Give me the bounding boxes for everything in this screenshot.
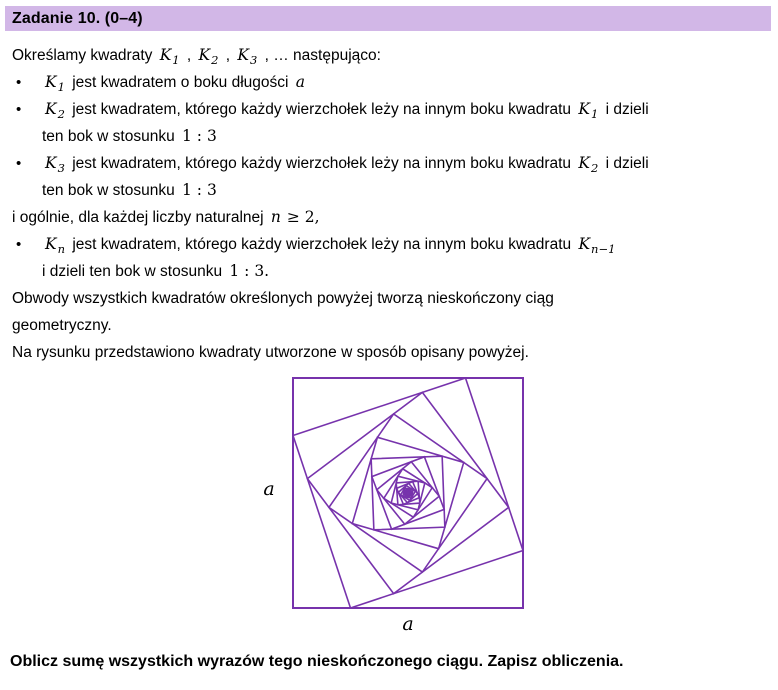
math-segment: 2 bbox=[211, 53, 219, 67]
square-k6 bbox=[371, 456, 445, 530]
math-segment: K bbox=[45, 235, 57, 253]
problem-text bbox=[12, 42, 772, 366]
text-segment: jest kwadratem, którego każdy wierzchołek leży na innym boku kwadratu bbox=[67, 155, 576, 172]
text-segment: jest kwadratem, którego każdy wierzchołek leży na innym boku kwadratu bbox=[67, 101, 576, 118]
text-line-0 bbox=[12, 42, 772, 69]
text-segment: jest kwadratem o boku długości bbox=[67, 74, 293, 91]
math-segment: n−1 bbox=[591, 242, 616, 256]
text-segment: i dzieli bbox=[601, 101, 649, 118]
math-segment: K bbox=[45, 100, 57, 118]
text-segment: Określamy kwadraty bbox=[12, 47, 157, 64]
text-line-7 bbox=[12, 231, 772, 258]
math-segment: 1 bbox=[57, 80, 65, 94]
square-k5 bbox=[352, 437, 463, 548]
text-line-1 bbox=[12, 69, 772, 96]
square-k1 bbox=[293, 378, 523, 608]
math-segment: ≥ 2, bbox=[286, 208, 320, 226]
figure-label-bottom-a: a bbox=[402, 613, 414, 635]
bullet-icon: • bbox=[16, 74, 22, 91]
task-title: Zadanie 10. (0–4) bbox=[12, 9, 143, 27]
math-segment: n bbox=[270, 208, 281, 226]
math-segment: 3 bbox=[249, 53, 258, 67]
squares-figure-svg bbox=[291, 376, 525, 610]
text-segment: geometryczny. bbox=[12, 317, 112, 334]
square-k22 bbox=[407, 492, 409, 494]
text-line-9 bbox=[12, 285, 772, 312]
task-header-bar bbox=[5, 6, 771, 31]
square-k9 bbox=[384, 469, 432, 517]
square-k7 bbox=[372, 457, 444, 529]
text-segment: jest kwadratem, którego każdy wierzchołek leży na innym boku kwadratu bbox=[68, 236, 576, 253]
text-segment: i dzieli bbox=[601, 155, 649, 172]
math-segment: K bbox=[237, 46, 249, 64]
math-segment: K bbox=[45, 154, 57, 172]
figure-label-side-a: a bbox=[263, 478, 275, 500]
text-segment: Obwody wszystkich kwadratów określonych powyżej tworzą nieskończony ciąg bbox=[12, 290, 554, 307]
text-line-2 bbox=[12, 96, 772, 123]
math-segment: 1 : 3 bbox=[182, 127, 217, 145]
math-segment: K bbox=[578, 154, 590, 172]
square-k3 bbox=[307, 392, 508, 593]
bullet-icon: • bbox=[16, 101, 22, 118]
math-segment: a bbox=[295, 73, 306, 91]
text-segment: ten bok w stosunku bbox=[42, 182, 179, 199]
text-segment: i ogólnie, dla każdej liczby naturalnej bbox=[12, 209, 268, 226]
math-segment: 2 bbox=[57, 107, 65, 121]
square-k12 bbox=[397, 482, 420, 505]
bullet-icon: • bbox=[16, 155, 22, 172]
text-segment: ten bok w stosunku bbox=[42, 128, 179, 145]
text-line-6 bbox=[12, 204, 772, 231]
text-line-4 bbox=[12, 150, 772, 177]
math-segment: 3 bbox=[57, 161, 65, 175]
square-k4 bbox=[329, 414, 487, 572]
math-segment: 1 : 3. bbox=[229, 262, 270, 280]
square-k2 bbox=[293, 378, 523, 608]
math-segment: n bbox=[57, 242, 66, 256]
math-segment: K bbox=[578, 100, 590, 118]
math-segment: 1 bbox=[172, 53, 180, 67]
text-segment: Na rysunku przedstawiono kwadraty utworzone w sposób opisany powyżej. bbox=[12, 344, 529, 361]
math-segment: 2 bbox=[590, 161, 599, 175]
task-instruction: Oblicz sumę wszystkich wyrazów tego nieskończonego ciągu. Zapisz obliczenia. bbox=[10, 653, 624, 670]
text-line-11 bbox=[12, 339, 772, 366]
text-line-3 bbox=[12, 123, 772, 150]
text-line-8 bbox=[12, 258, 772, 285]
math-segment: K bbox=[578, 235, 591, 253]
bullet-icon: • bbox=[16, 236, 22, 253]
text-segment: , bbox=[182, 47, 196, 64]
text-line-5 bbox=[12, 177, 772, 204]
text-segment: i dzieli ten bok w stosunku bbox=[42, 263, 227, 280]
math-segment: 1 : 3 bbox=[182, 181, 217, 199]
math-segment: 1 bbox=[590, 107, 599, 121]
math-segment: K bbox=[45, 73, 57, 91]
text-segment: , … następująco: bbox=[260, 47, 381, 64]
text-segment: , bbox=[221, 47, 235, 64]
math-segment: K bbox=[159, 46, 172, 64]
text-line-10 bbox=[12, 312, 772, 339]
math-segment: K bbox=[198, 46, 211, 64]
